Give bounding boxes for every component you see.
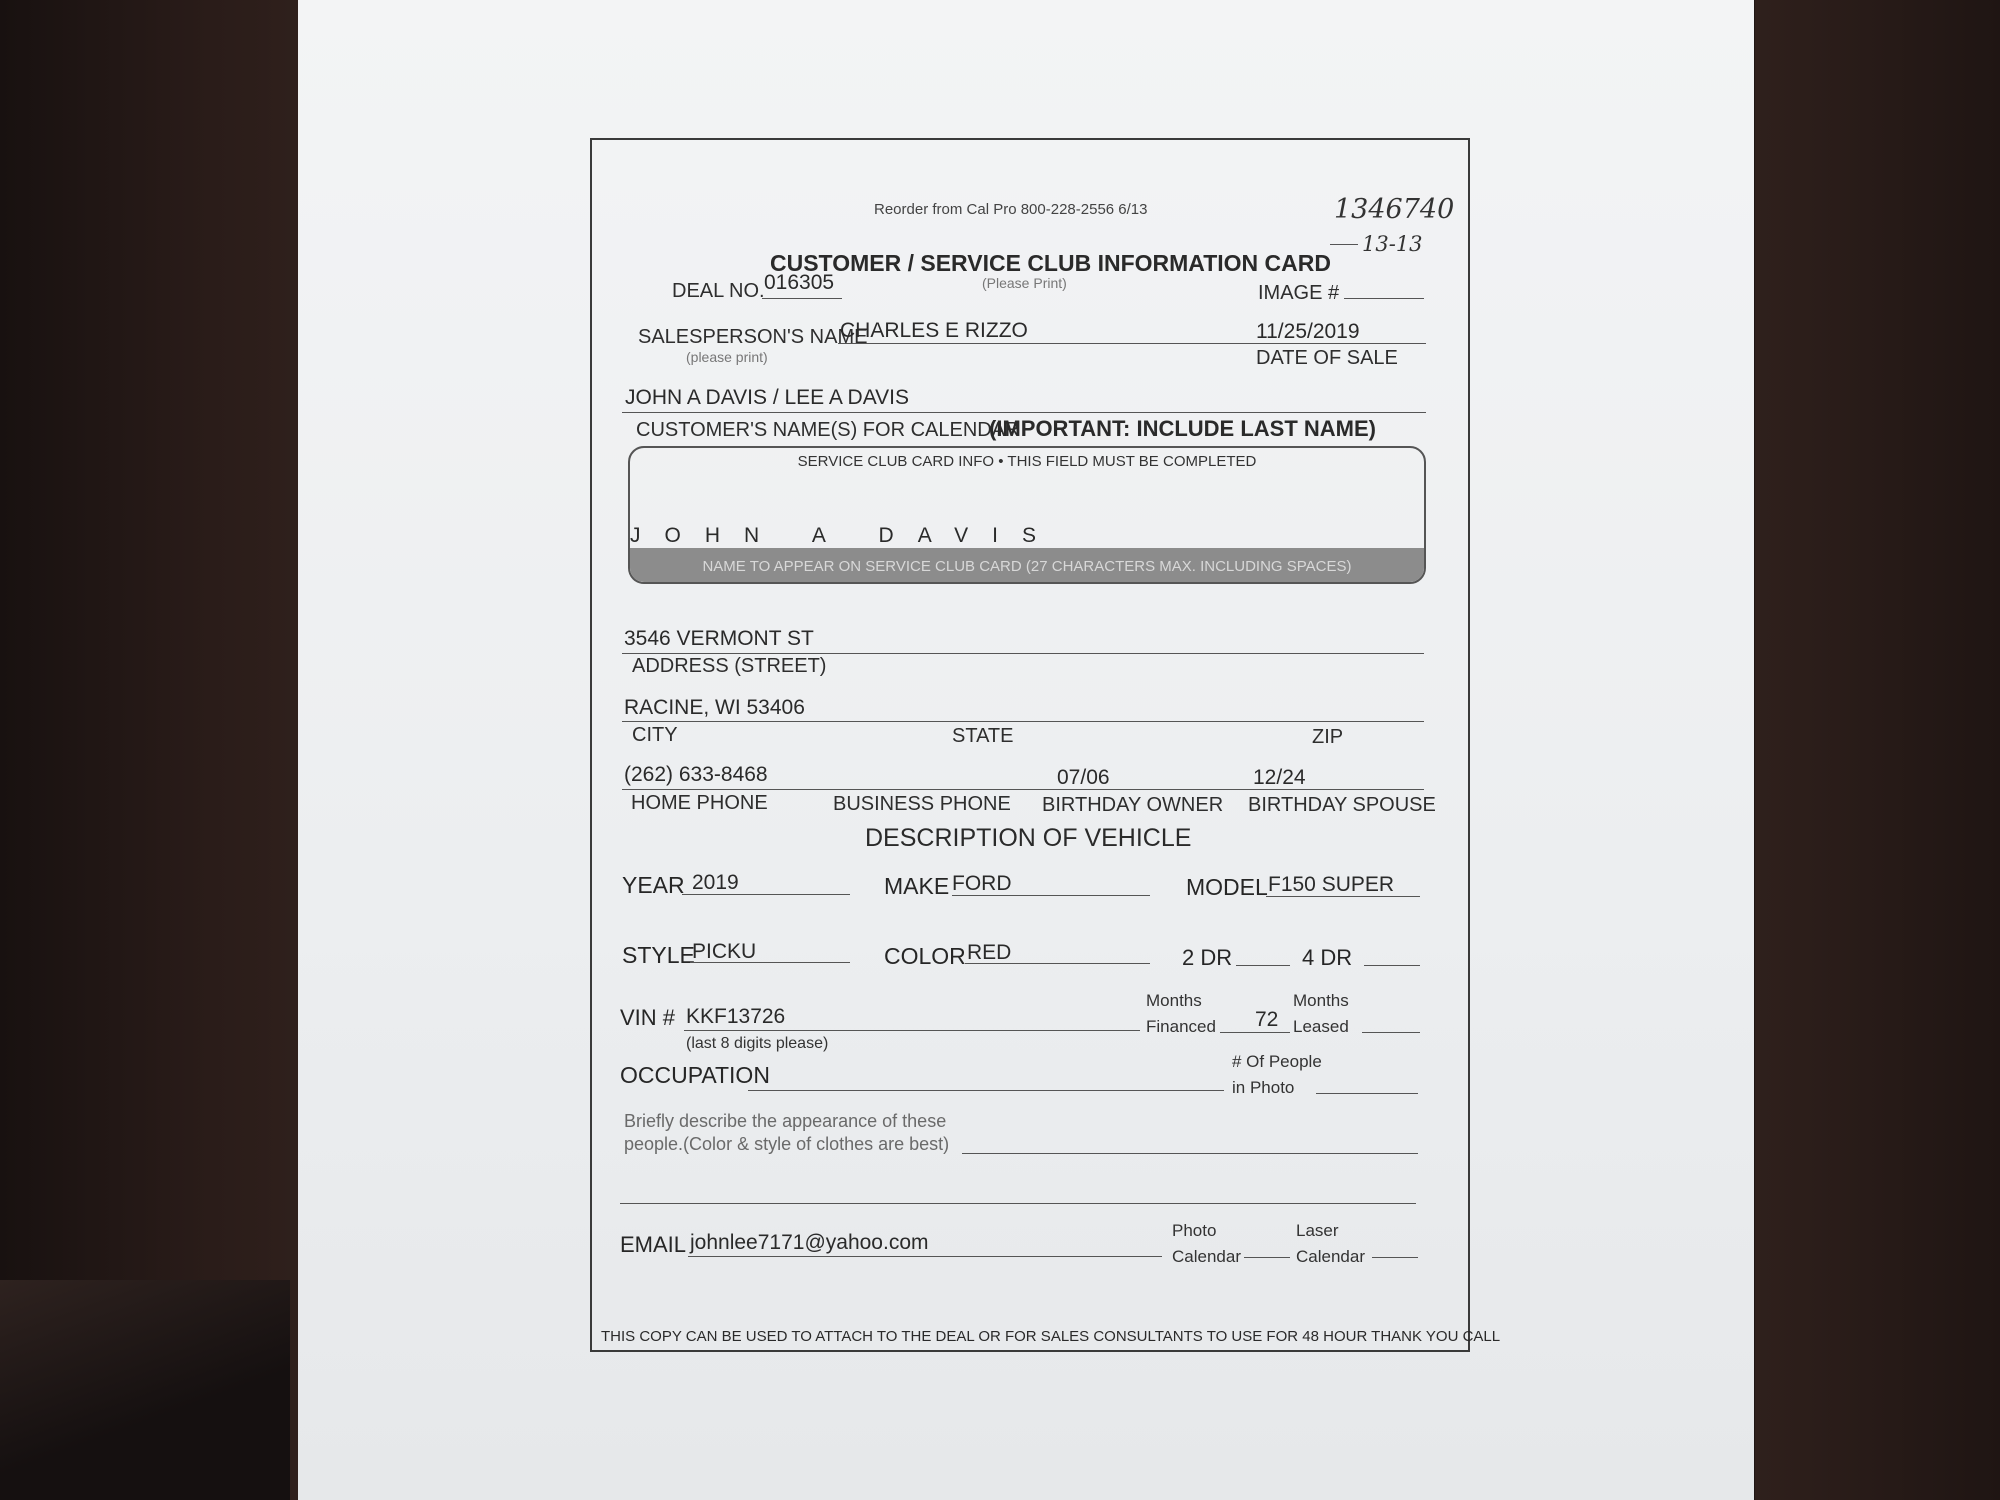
model-label: MODEL <box>1186 874 1268 900</box>
vin-line <box>684 1030 1140 1031</box>
financed-value: 72 <box>1255 1008 1279 1031</box>
months-financed-label-top: Months <box>1146 991 1202 1010</box>
business-phone-label: BUSINESS PHONE <box>833 793 1011 815</box>
city-value: RACINE, WI 53406 <box>624 696 805 719</box>
color-label: COLOR <box>884 943 966 969</box>
customer-name-line <box>622 412 1426 413</box>
please-print-note: (Please Print) <box>982 275 1067 291</box>
leased-label: Leased <box>1293 1017 1349 1036</box>
table-surface-left <box>0 0 300 1500</box>
model-line <box>1266 896 1420 897</box>
birthday-owner-label: BIRTHDAY OWNER <box>1042 794 1224 816</box>
address-label: ADDRESS (STREET) <box>632 655 827 677</box>
financed-label: Financed <box>1146 1017 1216 1036</box>
deal-number-value: 016305 <box>764 271 835 294</box>
salesperson-line <box>838 343 1426 344</box>
describe-line-2: people.(Color & style of clothes are best) <box>624 1134 950 1154</box>
address-value: 3546 VERMONT ST <box>624 627 814 650</box>
salesperson-sub-label: (please print) <box>686 349 768 365</box>
city-line <box>622 721 1424 722</box>
phone-line <box>622 789 1424 790</box>
birthday-spouse-label: BIRTHDAY SPOUSE <box>1248 794 1436 816</box>
card-box-title: SERVICE CLUB CARD INFO • THIS FIELD MUST BE COMPLETED <box>797 453 1257 470</box>
vin-sub-label: (last 8 digits please) <box>686 1035 829 1052</box>
laser-calendar-bottom: Calendar <box>1296 1247 1365 1266</box>
date-of-sale-value: 11/25/2019 <box>1256 320 1360 343</box>
card-box-footer: NAME TO APPEAR ON SERVICE CLUB CARD (27 CHARACTERS MAX. INCLUDING SPACES) <box>702 558 1352 575</box>
photo-calendar-top: Photo <box>1172 1221 1217 1240</box>
laser-calendar-top: Laser <box>1296 1221 1339 1240</box>
email-label: EMAIL <box>620 1232 687 1257</box>
vin-label: VIN # <box>620 1005 676 1030</box>
laser-calendar-line <box>1372 1257 1418 1258</box>
people-label-top: # Of People <box>1232 1052 1322 1071</box>
customer-important-note: (IMPORTANT: INCLUDE LAST NAME) <box>989 416 1376 441</box>
make-line <box>952 895 1150 896</box>
four-door-label: 4 DR <box>1302 945 1353 970</box>
four-door-line <box>1364 965 1420 966</box>
home-phone-value: (262) 633-8468 <box>624 763 768 786</box>
people-line <box>1316 1093 1418 1094</box>
date-of-sale-label: DATE OF SALE <box>1256 347 1398 369</box>
style-line <box>690 962 850 963</box>
describe-line <box>962 1153 1418 1154</box>
color-line <box>965 963 1150 964</box>
describe-extra-line <box>620 1203 1416 1204</box>
birthday-spouse-value: 12/24 <box>1253 766 1306 789</box>
zip-label: ZIP <box>1312 726 1344 748</box>
email-value: johnlee7171@yahoo.com <box>690 1231 929 1254</box>
year-value: 2019 <box>692 871 739 894</box>
email-line <box>688 1256 1162 1257</box>
birthday-owner-value: 07/06 <box>1057 766 1110 789</box>
financed-line <box>1220 1032 1290 1033</box>
image-number-line <box>1344 298 1424 299</box>
salesperson-value: CHARLES E RIZZO <box>840 319 1028 342</box>
model-value: F150 SUPER <box>1268 873 1395 896</box>
state-label: STATE <box>952 725 1014 747</box>
handwritten-sub-number: 13-13 <box>1362 232 1423 256</box>
months-leased-label-top: Months <box>1293 991 1349 1010</box>
table-surface-right <box>1755 0 2000 1500</box>
two-door-label: 2 DR <box>1182 945 1233 970</box>
card-name-value: JOHN A DAVIS <box>630 524 1060 547</box>
vehicle-heading: DESCRIPTION OF VEHICLE <box>865 824 1192 852</box>
service-club-card-box <box>628 446 1426 584</box>
vin-value: KKF13726 <box>686 1005 786 1028</box>
describe-line-1: Briefly describe the appearance of these <box>624 1111 947 1131</box>
style-label: STYLE <box>622 942 695 968</box>
salesperson-label: SALESPERSON'S NAME <box>638 326 868 348</box>
table-corner <box>0 1280 290 1500</box>
home-phone-label: HOME PHONE <box>631 792 768 814</box>
year-label: YEAR <box>622 872 685 898</box>
style-value: PICKU <box>692 940 757 963</box>
year-line <box>682 894 850 895</box>
occupation-label: OCCUPATION <box>620 1062 770 1088</box>
people-label-bottom: in Photo <box>1232 1078 1295 1097</box>
leased-line <box>1362 1032 1420 1033</box>
address-line <box>622 653 1424 654</box>
occupation-line <box>748 1090 1224 1091</box>
card-box-footer-bar <box>630 548 1424 582</box>
make-label: MAKE <box>884 873 950 899</box>
photo-calendar-line <box>1244 1257 1290 1258</box>
customer-name-value: JOHN A DAVIS / LEE A DAVIS <box>625 386 910 409</box>
reorder-text: Reorder from Cal Pro 800-228-2556 6/13 <box>874 201 1148 218</box>
image-number-label: IMAGE # <box>1258 282 1340 304</box>
city-label: CITY <box>632 724 678 746</box>
form-title: CUSTOMER / SERVICE CLUB INFORMATION CARD <box>770 250 1331 276</box>
deal-number-label: DEAL NO. <box>672 280 765 302</box>
photo-calendar-bottom: Calendar <box>1172 1247 1241 1266</box>
deal-number-line <box>762 298 842 299</box>
handwritten-dash <box>1330 244 1358 245</box>
make-value: FORD <box>952 872 1012 895</box>
color-value: RED <box>967 941 1012 964</box>
handwritten-number: 1346740 <box>1334 194 1455 225</box>
two-door-line <box>1236 965 1290 966</box>
footer-note: THIS COPY CAN BE USED TO ATTACH TO THE DEAL OR FOR SALES CONSULTANTS TO USE FOR 48 HOUR THANK YOU CALL <box>601 1328 1501 1345</box>
customer-name-label: CUSTOMER'S NAME(S) FOR CALENDAR <box>636 419 1020 441</box>
